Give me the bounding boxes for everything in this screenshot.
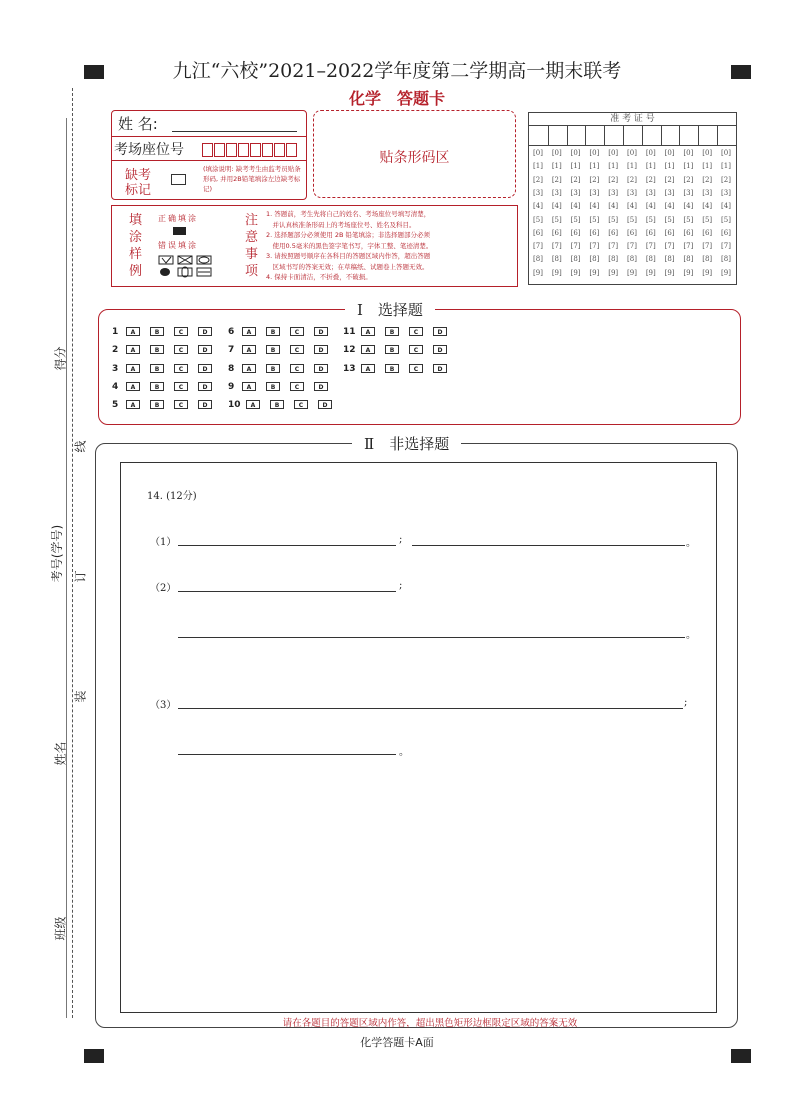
admission-digit-option[interactable]: [2] <box>702 175 713 184</box>
mc-option-bubble[interactable]: A <box>246 400 260 409</box>
mc-option-bubble[interactable]: A <box>361 364 375 373</box>
admission-digit-option[interactable]: [3] <box>683 188 694 197</box>
admission-digit-option[interactable]: [7] <box>702 242 713 251</box>
mc-question-number: 6 <box>228 327 235 337</box>
mc-question-row <box>343 363 457 375</box>
admission-digit-option[interactable]: [1] <box>551 162 562 171</box>
mc-option-bubble[interactable]: C <box>290 327 304 336</box>
name-label: 姓 名: <box>118 115 158 133</box>
binding-rule <box>66 118 67 1018</box>
admission-digit-option[interactable]: [9] <box>721 268 731 277</box>
mc-option-bubble[interactable]: B <box>150 364 164 373</box>
admission-digit-option[interactable]: [7] <box>645 242 656 251</box>
seat-number-boxes[interactable] <box>202 139 298 158</box>
mc-option-bubble[interactable]: D <box>198 345 212 354</box>
admission-title: 准 考 证 号 <box>529 113 736 126</box>
mc-question-row <box>228 344 338 356</box>
absent-checkbox[interactable] <box>171 174 186 185</box>
admission-digit-option[interactable]: [8] <box>608 255 619 264</box>
mc-option-bubble[interactable]: C <box>290 345 304 354</box>
mc-option-bubble[interactable]: D <box>433 345 447 354</box>
mc-option-bubble[interactable]: D <box>433 364 447 373</box>
side-label-name: 姓名 <box>53 741 68 766</box>
admission-digit-option[interactable]: [4] <box>570 202 581 211</box>
name-input[interactable] <box>172 131 297 132</box>
mc-option-bubble[interactable]: A <box>242 345 256 354</box>
mc-option-bubble[interactable]: C <box>174 400 188 409</box>
mc-option-bubble[interactable]: A <box>242 364 256 373</box>
absent-label-1: 缺考 <box>125 168 152 183</box>
admission-digit-option[interactable]: [3] <box>533 188 543 197</box>
admission-digit-option[interactable]: [7] <box>589 242 600 251</box>
q14-part1-blank-b[interactable] <box>412 545 685 546</box>
side-label-class: 班级 <box>53 916 68 941</box>
mc-question-number: 3 <box>112 363 119 374</box>
admission-digit-option[interactable]: [3] <box>589 188 600 197</box>
q14-part2-label: （2） <box>150 583 177 594</box>
mc-option-bubble[interactable]: C <box>409 345 423 354</box>
admission-digit-option[interactable]: [1] <box>589 162 600 171</box>
admission-digit-option[interactable]: [7] <box>551 242 562 251</box>
q14-part3-label: （3） <box>150 700 177 711</box>
admission-digit-option[interactable]: [2] <box>627 175 637 184</box>
mc-option-bubble[interactable]: B <box>150 382 164 391</box>
admission-digit-option[interactable]: [6] <box>589 228 600 237</box>
admission-digit-option[interactable]: [0] <box>683 149 694 157</box>
admission-digit-option[interactable]: [8] <box>683 255 694 264</box>
admission-digit-option[interactable]: [5] <box>551 215 562 224</box>
footer-warning: 请在各题目的答题区域内作答，超出黑色矩形边框限定区域的答案无效 <box>282 1018 578 1029</box>
admission-digit-option[interactable]: [5] <box>608 215 619 224</box>
mc-option-bubble[interactable]: C <box>174 327 188 336</box>
admission-digit-option[interactable]: [9] <box>551 268 562 277</box>
admission-digit-option[interactable]: [9] <box>533 268 543 277</box>
admission-digit-option[interactable]: [2] <box>664 175 675 184</box>
admission-digit-option[interactable]: [9] <box>589 268 600 277</box>
mc-option-bubble[interactable]: D <box>314 382 328 391</box>
admission-digit-option[interactable]: [5] <box>627 215 637 224</box>
section1-title: Ⅰ 选择题 <box>345 299 435 320</box>
side-label-zhuang: 装 <box>73 690 88 703</box>
admission-digit-option[interactable]: [4] <box>645 202 656 211</box>
mc-question-number: 2 <box>112 345 119 356</box>
admission-digit-option[interactable]: [5] <box>683 215 694 224</box>
admission-digit-option[interactable]: [1] <box>627 162 637 171</box>
admission-digit-option[interactable]: [7] <box>683 242 694 251</box>
admission-digit-option[interactable]: [0] <box>721 149 731 157</box>
admission-digit-option[interactable]: [3] <box>627 188 637 197</box>
mc-question-row <box>343 326 457 338</box>
side-label-exam-no: 考号(学号) <box>50 524 65 583</box>
mc-option-bubble[interactable]: B <box>266 364 280 373</box>
admission-digit-option[interactable]: [0] <box>589 149 600 157</box>
q14-part1-label: （1） <box>150 537 177 548</box>
correct-fill-label: 正确填涂 <box>158 214 198 223</box>
mc-option-bubble[interactable]: D <box>318 400 332 409</box>
q14-part2-blank-b[interactable] <box>178 637 685 638</box>
admission-digit-option[interactable]: [4] <box>533 202 543 211</box>
admission-digit-option[interactable]: [5] <box>664 215 675 224</box>
mc-option-bubble[interactable]: C <box>174 382 188 391</box>
admission-digit-option[interactable]: [6] <box>608 228 619 237</box>
admission-digit-option[interactable]: [6] <box>627 228 637 237</box>
mc-question-row <box>112 326 222 338</box>
mc-option-bubble[interactable]: C <box>174 364 188 373</box>
mc-option-bubble[interactable]: A <box>126 345 140 354</box>
admission-digit-option[interactable]: [6] <box>570 228 581 237</box>
mc-option-bubble[interactable]: B <box>385 327 399 336</box>
corner-marker-bottom-right <box>731 1049 751 1063</box>
corner-marker-bottom-left <box>84 1049 104 1063</box>
admission-digit-option[interactable]: [6] <box>645 228 656 237</box>
side-label-ding: 订 <box>73 570 88 583</box>
mc-question-row <box>228 326 338 338</box>
admission-digit-option[interactable]: [4] <box>702 202 713 211</box>
binding-dashed-line <box>72 88 73 1018</box>
admission-digit-option[interactable]: [1] <box>570 162 581 171</box>
admission-digit-option[interactable]: [1] <box>721 162 731 171</box>
admission-digit-option[interactable]: [8] <box>570 255 581 264</box>
page-footer: 化学答题卡A面 <box>360 1036 434 1049</box>
admission-digit-option[interactable]: [3] <box>570 188 581 197</box>
mc-option-bubble[interactable]: C <box>290 382 304 391</box>
mc-question-row <box>112 381 222 393</box>
admission-digit-option[interactable]: [2] <box>645 175 656 184</box>
mc-question-number: 8 <box>228 363 235 374</box>
admission-digit-option[interactable]: [8] <box>664 255 675 264</box>
mc-option-bubble[interactable]: A <box>126 400 140 409</box>
admission-digit-option[interactable]: [7] <box>608 242 619 251</box>
mc-question-row <box>228 381 338 393</box>
admission-digit-option[interactable]: [4] <box>589 202 600 211</box>
mc-option-bubble[interactable]: B <box>150 327 164 336</box>
admission-digit-option[interactable]: [8] <box>533 255 543 264</box>
admission-digit-option[interactable]: [4] <box>551 202 562 211</box>
mc-question-number: 5 <box>112 400 119 411</box>
mc-option-bubble[interactable]: D <box>198 400 212 409</box>
admission-digit-option[interactable]: [4] <box>627 202 637 211</box>
absent-note: (填涂说明: 缺考考生由监考员贴条形码, 并用2B铅笔填涂左边缺考标记) <box>203 165 301 193</box>
admission-digit-option[interactable]: [7] <box>721 242 731 251</box>
mc-option-bubble[interactable]: A <box>361 345 375 354</box>
mc-option-bubble[interactable]: B <box>270 400 284 409</box>
admission-digit-option[interactable]: [6] <box>702 228 713 237</box>
admission-digit-option[interactable]: [0] <box>702 149 713 157</box>
admission-digit-option[interactable]: [1] <box>645 162 656 171</box>
admission-digit-option[interactable]: [4] <box>608 202 619 211</box>
admission-digit-option[interactable]: [8] <box>721 255 731 264</box>
admission-digit-option[interactable]: [0] <box>645 149 656 157</box>
mc-option-bubble[interactable]: A <box>126 382 140 391</box>
admission-digit-option[interactable]: [8] <box>589 255 600 264</box>
mc-option-bubble[interactable]: C <box>294 400 308 409</box>
mc-option-bubble[interactable]: B <box>266 327 280 336</box>
admission-digit-option[interactable]: [9] <box>702 268 713 277</box>
admission-digit-option[interactable]: [6] <box>683 228 694 237</box>
admission-digit-option[interactable]: [6] <box>551 228 562 237</box>
mc-question-number: 9 <box>228 381 235 392</box>
admission-digit-option[interactable]: [0] <box>533 149 543 157</box>
mc-option-bubble[interactable]: D <box>198 364 212 373</box>
q14-part3-blank-b[interactable] <box>178 754 396 755</box>
mc-option-bubble[interactable]: B <box>266 382 280 391</box>
wrong-fill-samples <box>158 255 214 283</box>
q14-part2-blank-a[interactable] <box>178 591 396 592</box>
mc-question-number: 11 <box>343 327 356 337</box>
mc-question-number: 10 <box>228 400 241 411</box>
mc-option-bubble[interactable]: A <box>361 327 375 336</box>
admission-digit-option[interactable]: [1] <box>608 162 619 171</box>
admission-digit-option[interactable]: [3] <box>645 188 656 197</box>
mc-question-number: 7 <box>228 345 235 356</box>
mc-question-number: 1 <box>112 327 119 337</box>
mc-option-bubble[interactable]: A <box>126 327 140 336</box>
mc-option-bubble[interactable]: D <box>198 327 212 336</box>
mc-option-bubble[interactable]: C <box>409 327 423 336</box>
mc-question-row <box>343 344 457 356</box>
admission-digit-option[interactable]: [2] <box>721 175 731 184</box>
mc-option-bubble[interactable]: C <box>290 364 304 373</box>
q14-part1-blank-a[interactable] <box>178 545 396 546</box>
correct-fill-sample <box>173 227 186 235</box>
admission-digit-option[interactable]: [2] <box>570 175 581 184</box>
admission-digit-option[interactable]: [7] <box>570 242 581 251</box>
admission-digit-option[interactable]: [4] <box>683 202 694 211</box>
admission-digit-option[interactable]: [3] <box>608 188 619 197</box>
mc-option-bubble[interactable]: D <box>198 382 212 391</box>
mc-option-bubble[interactable]: C <box>409 364 423 373</box>
admission-digit-option[interactable]: [9] <box>570 268 581 277</box>
mc-option-bubble[interactable]: D <box>314 345 328 354</box>
admission-digit-option[interactable]: [5] <box>721 215 731 224</box>
mc-option-bubble[interactable]: B <box>150 345 164 354</box>
mc-option-bubble[interactable]: A <box>242 327 256 336</box>
admission-digit-option[interactable]: [6] <box>721 228 731 237</box>
notice-text: 1. 答题前，考生先将自己的姓名、考场座位号填写清楚， 并认真核准条形码上的考场座位号、姓名及科目。 2. 选择题部分必须使用 2B 铅笔填涂；非选择题部分必须 使用0.5毫米的黑色签字笔书写，字体工整、笔迹清楚。 3. 请按照题号顺序在各科目的答题区域内作答，超出答题 区域书写的答案无效；在草稿纸、试题卷上答题无效。 4. 保持卡面清洁，不折叠，不破损。 <box>266 210 433 281</box>
admission-digit-option[interactable]: [3] <box>664 188 675 197</box>
admission-digit-option[interactable]: [4] <box>664 202 675 211</box>
admission-digit-option[interactable]: [0] <box>608 149 619 157</box>
mc-option-bubble[interactable]: D <box>314 327 328 336</box>
admission-digit-option[interactable]: [1] <box>702 162 713 171</box>
mc-option-bubble[interactable]: A <box>242 382 256 391</box>
admission-digit-option[interactable]: [1] <box>683 162 694 171</box>
mc-question-number: 13 <box>343 363 356 374</box>
admission-digit-option[interactable]: [5] <box>570 215 581 224</box>
admission-digit-option[interactable]: [5] <box>533 215 543 224</box>
admission-digit-option[interactable]: [3] <box>721 188 731 197</box>
mc-option-bubble[interactable]: B <box>385 364 399 373</box>
fill-example-label: 填 涂 样 例 <box>129 213 143 279</box>
side-label-line: 线 <box>73 440 88 453</box>
admission-digit-option[interactable]: [2] <box>608 175 619 184</box>
admission-digit-option[interactable]: [7] <box>664 242 675 251</box>
admission-digit-option[interactable]: [2] <box>683 175 694 184</box>
admission-digit-option[interactable]: [0] <box>570 149 581 157</box>
mc-question-number: 12 <box>343 345 356 356</box>
admission-number-grid[interactable] <box>528 112 737 285</box>
admission-digit-option[interactable]: [0] <box>664 149 675 157</box>
admission-digit-option[interactable]: [7] <box>627 242 637 251</box>
side-label-score: 得分 <box>53 346 68 371</box>
admission-digit-option[interactable]: [4] <box>721 202 731 211</box>
admission-digit-option[interactable]: [7] <box>533 242 543 251</box>
admission-digit-option[interactable]: [9] <box>645 268 656 277</box>
admission-digit-option[interactable]: [9] <box>664 268 675 277</box>
mc-question-row <box>112 363 222 375</box>
admission-digit-option[interactable]: [6] <box>664 228 675 237</box>
admission-digit-option[interactable]: [2] <box>589 175 600 184</box>
admission-digit-option[interactable]: [9] <box>683 268 694 277</box>
admission-digit-option[interactable]: [8] <box>702 255 713 264</box>
admission-digit-option[interactable]: [8] <box>627 255 637 264</box>
subject-title: 化学 答题卡 <box>348 89 445 108</box>
mc-option-bubble[interactable]: A <box>126 364 140 373</box>
notice-label: 注 意 事 项 <box>245 213 259 279</box>
seat-label: 考场座位号 <box>114 142 184 158</box>
section2-title: Ⅱ 非选择题 <box>352 433 461 454</box>
admission-digit-option[interactable]: [9] <box>608 268 619 277</box>
q14-part3-blank-a[interactable] <box>178 708 683 709</box>
admission-digit-option[interactable]: [8] <box>551 255 562 264</box>
mc-option-bubble[interactable]: D <box>433 327 447 336</box>
mc-option-bubble[interactable]: D <box>314 364 328 373</box>
admission-digit-option[interactable]: [3] <box>702 188 713 197</box>
admission-digit-option[interactable]: [5] <box>702 215 713 224</box>
admission-digit-option[interactable]: [1] <box>533 162 543 171</box>
page-title: 九江“六校”2021–2022学年度第二学期高一期末联考 <box>172 60 622 82</box>
mc-option-bubble[interactable]: B <box>385 345 399 354</box>
admission-digit-option[interactable]: [8] <box>645 255 656 264</box>
admission-digit-option[interactable]: [9] <box>627 268 637 277</box>
mc-question-row <box>228 363 338 375</box>
admission-digit-option[interactable]: [1] <box>664 162 675 171</box>
admission-digit-option[interactable]: [2] <box>533 175 543 184</box>
admission-digit-option[interactable]: [0] <box>551 149 562 157</box>
absent-label-2: 标记 <box>125 183 152 198</box>
admission-digit-option[interactable]: [0] <box>627 149 637 157</box>
mc-option-bubble[interactable]: B <box>150 400 164 409</box>
admission-digit-option[interactable]: [2] <box>551 175 562 184</box>
mc-question-row <box>112 399 222 411</box>
mc-question-row <box>228 399 342 411</box>
admission-digit-option[interactable]: [5] <box>645 215 656 224</box>
q14-label: 14. (12分) <box>147 491 197 502</box>
mc-question-number: 4 <box>112 381 119 392</box>
mc-option-bubble[interactable]: C <box>174 345 188 354</box>
mc-question-row <box>112 344 222 356</box>
wrong-fill-label: 错误填涂 <box>158 241 198 250</box>
mc-option-bubble[interactable]: B <box>266 345 280 354</box>
barcode-label: 贴条形码区 <box>379 150 450 166</box>
admission-digit-option[interactable]: [5] <box>589 215 600 224</box>
admission-digit-option[interactable]: [6] <box>533 228 543 237</box>
admission-digit-option[interactable]: [3] <box>551 188 562 197</box>
